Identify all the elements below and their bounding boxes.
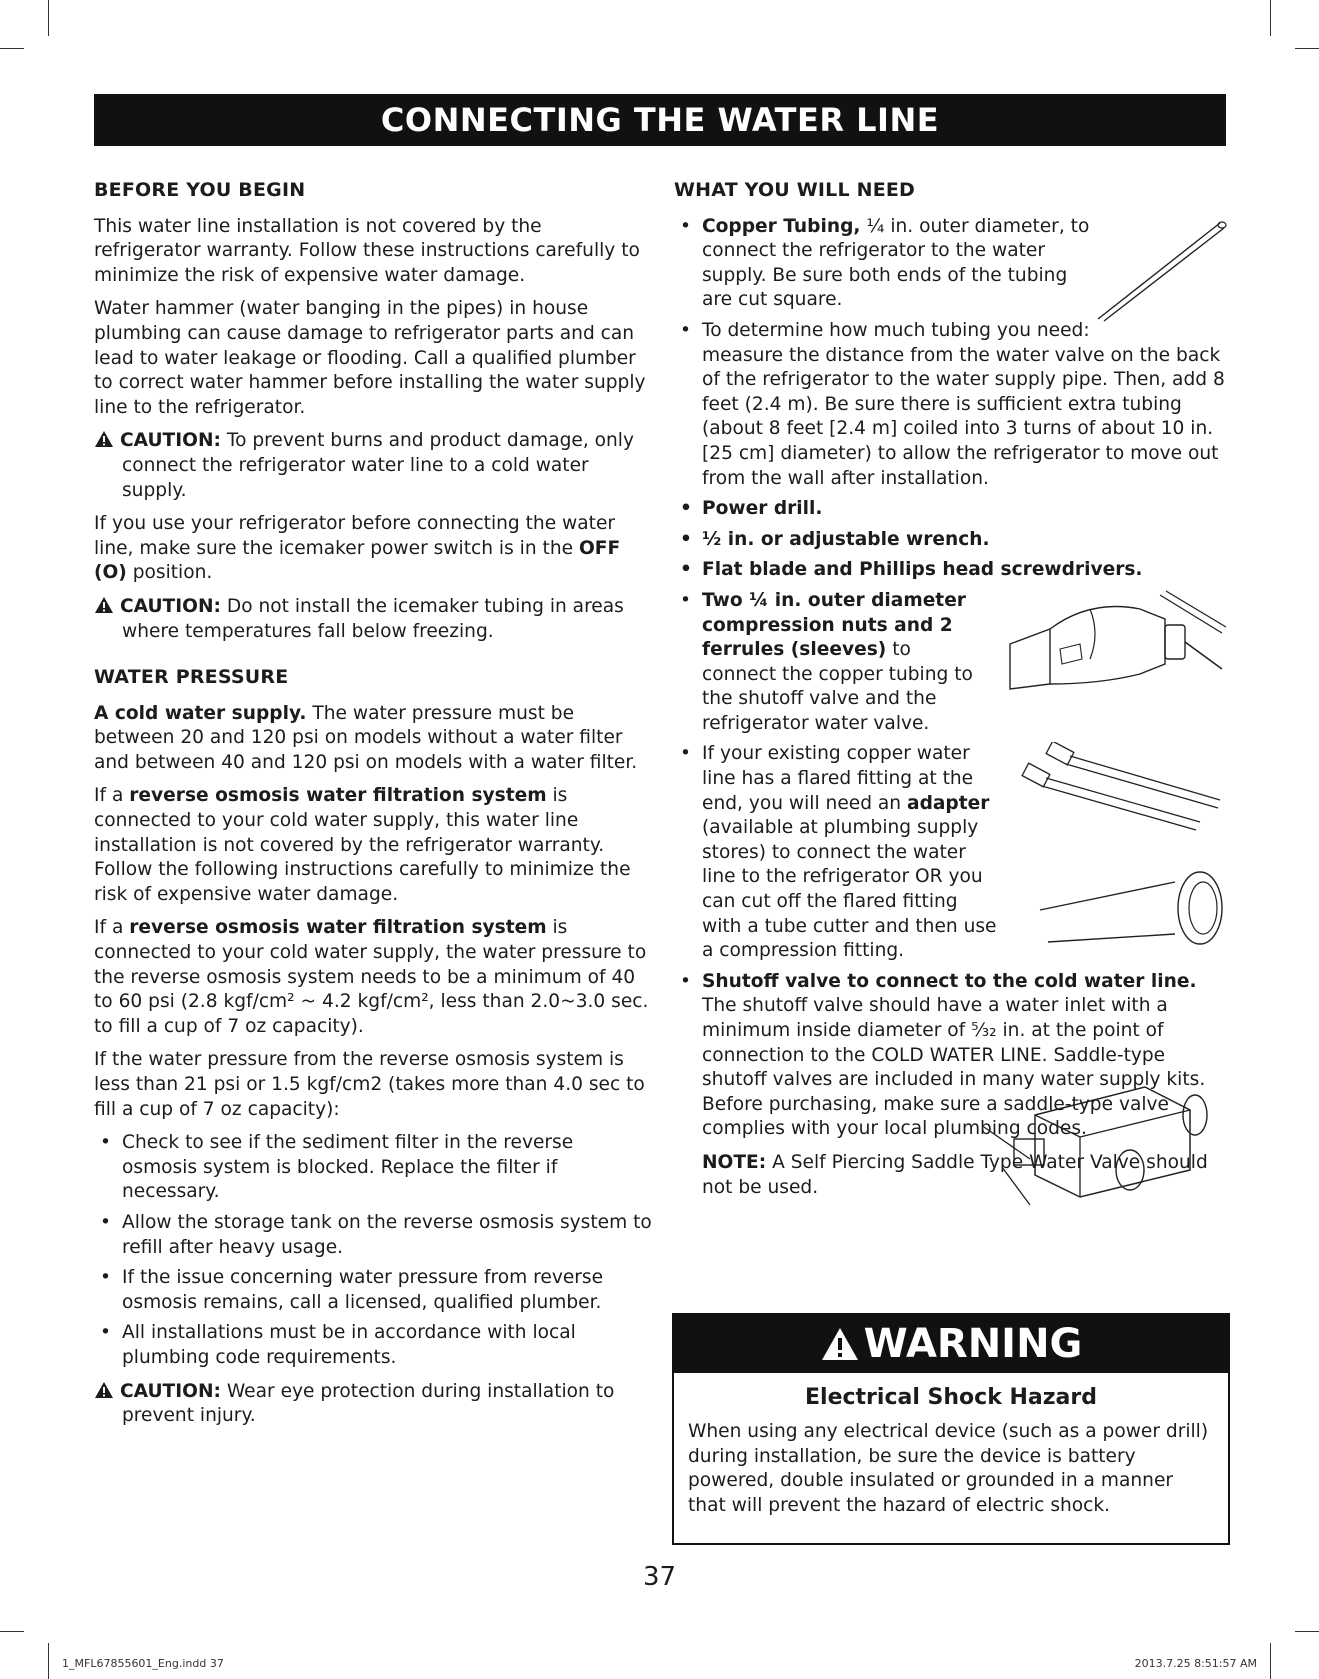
text: reverse osmosis water filtration system xyxy=(129,785,547,807)
list-item xyxy=(674,215,1230,313)
warning-header xyxy=(674,1315,1228,1373)
warning-box xyxy=(672,1313,1230,1545)
heading-before-you-begin: BEFORE YOU BEGIN xyxy=(94,179,306,201)
paragraph xyxy=(94,916,654,1039)
warning-subtitle: Electrical Shock Hazard xyxy=(805,1385,1097,1410)
crop-mark xyxy=(1270,0,1271,36)
text: is connected to your cold water supply, the water pressure to the reverse osmosis system needs to be a minimum of 40 to 60 psi (2.8 kgf/cm² ~ 4.2 kgf/cm², less than 2.0~3.0 sec. to fill a cup of 7 oz capacity). xyxy=(94,917,649,1037)
crop-mark xyxy=(0,48,24,49)
paragraph: If the water pressure from the reverse osmosis system is less than 21 psi or 1.5 kgf/cm2 (takes more than 4.0 sec to fill a cup of 7 oz capacity): xyxy=(94,1049,645,1120)
supplies-list xyxy=(674,215,1230,1142)
caution-text: Wear eye protection during installation to prevent injury. xyxy=(122,1380,615,1427)
caution-label: CAUTION: xyxy=(120,595,221,617)
list-item: • Power drill. xyxy=(674,497,1230,522)
text: If you use your refrigerator before connecting the water line, make sure the icemaker power switch is in the xyxy=(94,513,616,559)
crop-mark xyxy=(1295,48,1319,49)
note-label: NOTE: xyxy=(702,1151,767,1173)
caution-label: CAUTION: xyxy=(120,1380,221,1402)
crop-mark xyxy=(1270,1643,1271,1679)
text: ¼ in. outer diameter, to connect the refrigerator to the water supply. Be sure both ends of the tubing are cut square. xyxy=(702,215,1090,311)
caution-label: CAUTION: xyxy=(120,430,221,452)
power-drill-illustration xyxy=(990,589,1230,699)
copper-tubing-illustration xyxy=(1090,215,1230,325)
paragraph: Water hammer (water banging in the pipes) in house plumbing can cause damage to refrigerator parts and can lead to water leakage or flooding. Call a qualified plumber to correct water hammer before installing the water supply line to the refrigerator. xyxy=(94,298,646,418)
text: to connect the copper tubing to the shutoff valve and the refrigerator water valve. xyxy=(702,639,973,734)
warning-triangle-icon xyxy=(94,596,114,614)
list-item: • ½ in. or adjustable wrench. xyxy=(674,528,1230,553)
heading-water-pressure: WATER PRESSURE xyxy=(94,666,289,689)
warning-body: When using any electrical device (such as a power drill) during installation, be sure the device is battery powered, double insulated or grounded in a manner that will prevent the hazard of electric shock. xyxy=(688,1421,1209,1516)
list-item: • Allow the storage tank on the reverse osmosis system to refill after heavy usage. xyxy=(94,1211,654,1260)
text: Copper Tubing, xyxy=(702,215,861,237)
paragraph: This water line installation is not covered by the refrigerator warranty. Follow these instructions carefully to minimize the risk of expensive water damage. xyxy=(94,215,640,286)
warning-title: WARNING xyxy=(863,1321,1083,1367)
list-item: • To determine how much tubing you need: measure the distance from the water valve on the back of the refrigerator to the water supply pipe. Then, add 8 feet (2.4 m). Be sure there is sufficient extra tubing (about 8 feet [2.4 m] coiled into 3 turns of about 10 in. [25 cm] diameter) to allow the refrigerator to move out from the wall after installation. xyxy=(674,319,1230,491)
text: The water pressure must be between 20 and 120 psi on models without a water filter and between 40 and 120 psi on models with a water filter. xyxy=(94,702,638,773)
paragraph xyxy=(94,784,654,907)
text: Shutoff valve to connect to the cold water line. xyxy=(702,970,1197,992)
warning-triangle-icon xyxy=(820,1326,860,1362)
heading-what-you-will-need: WHAT YOU WILL NEED xyxy=(674,179,916,201)
warning-triangle-icon xyxy=(94,1381,114,1399)
list-item: • Check to see if the sediment filter in the reverse osmosis system is blocked. Replace the filter if necessary. xyxy=(94,1131,654,1205)
crop-mark xyxy=(1295,1631,1319,1632)
text: Two ¼ in. outer diameter compression nuts and 2 ferrules (sleeves) xyxy=(702,589,966,661)
text: If a xyxy=(94,785,124,807)
caution-notice xyxy=(94,1380,654,1429)
text: If a xyxy=(94,917,124,939)
warning-triangle-icon xyxy=(94,430,114,448)
footer-timestamp: 2013.7.25 8:51:57 AM xyxy=(1134,1657,1257,1670)
caution-notice xyxy=(94,595,654,644)
crop-mark xyxy=(48,1643,49,1679)
crop-mark xyxy=(48,0,49,36)
text: A cold water supply. xyxy=(94,702,307,724)
page-number: 37 xyxy=(642,1562,677,1592)
paragraph xyxy=(94,512,654,586)
crop-mark xyxy=(0,1631,24,1632)
caution-notice xyxy=(94,429,654,503)
text: (available at plumbing supply stores) to connect the water line to the refrigerator OR you can cut off the flared fitting with a tube cutter and then use a compression fitting. xyxy=(702,817,997,962)
text: is connected to your cold water supply, this water line installation is not covered by the refrigerator warranty. Follow the following instructions carefully to minimize the risk of expensive water damage. xyxy=(94,785,631,905)
shutoff-valve-illustration xyxy=(980,1075,1220,1210)
caution-text: To prevent burns and product damage, only connect the refrigerator water line to a cold water supply. xyxy=(122,430,634,501)
fittings-and-flared-tube-illustration xyxy=(1000,742,1230,952)
paragraph xyxy=(94,702,654,776)
list-item: • If the issue concerning water pressure from reverse osmosis remains, call a licensed, qualified plumber. xyxy=(94,1266,654,1315)
list-item: • Flat blade and Phillips head screwdrivers. xyxy=(674,558,1230,583)
list-item xyxy=(674,589,1230,737)
page-title-banner: CONNECTING THE WATER LINE xyxy=(94,94,1226,146)
note-text: A Self Piercing Saddle Type Water Valve should not be used. xyxy=(702,1151,1208,1198)
list-item: • All installations must be in accordance with local plumbing code requirements. xyxy=(94,1321,654,1370)
ro-bullet-list xyxy=(94,1131,654,1370)
left-column xyxy=(94,178,654,1438)
text: adapter xyxy=(907,792,990,814)
text: If your existing copper water line has a flared fitting at the end, you will need an xyxy=(702,743,974,814)
text: position. xyxy=(132,562,213,584)
list-item xyxy=(674,742,1230,963)
text: reverse osmosis water filtration system xyxy=(129,917,547,939)
right-column xyxy=(674,178,1230,1209)
off-switch-label: OFF (O) xyxy=(94,537,621,584)
footer-filename: 1_MFL67855601_Eng.indd 37 xyxy=(62,1657,224,1670)
text: The shutoff valve should have a water inlet with a minimum inside diameter of ⁵⁄₃₂ in. at the point of connection to the COLD WATER LINE. Saddle-type shutoff valves are included in many water supply kits. Before purchasing, make sure a saddle-type valve complies with your local plumbing codes. xyxy=(702,995,1206,1140)
caution-text: Do not install the icemaker tubing in areas where temperatures fall below freezing. xyxy=(122,595,624,642)
